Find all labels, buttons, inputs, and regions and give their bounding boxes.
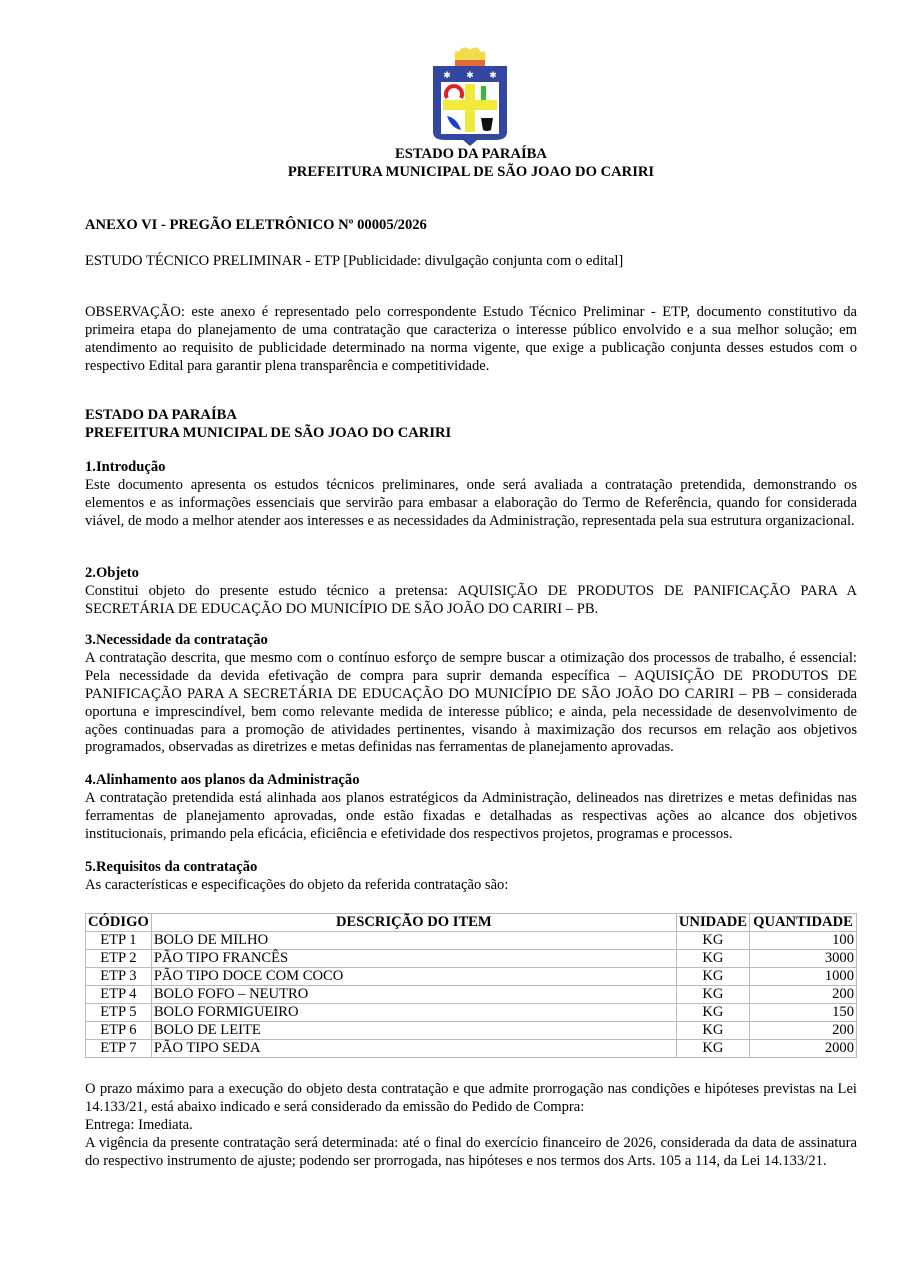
header2-municipality: PREFEITURA MUNICIPAL DE SÃO JOAO DO CARIRI [85, 424, 452, 441]
item-description: BOLO FORMIGUEIRO [151, 1004, 676, 1022]
item-unit: KG [676, 932, 749, 950]
item-description: BOLO FOFO – NEUTRO [151, 986, 676, 1004]
item-code: ETP 6 [86, 1022, 152, 1040]
item-quantity: 100 [750, 932, 857, 950]
closing-text [85, 1081, 857, 1171]
deadline-paragraph: O prazo máximo para a execução do objeto desta contratação e que admite prorrogação nas condições e hipóteses previstas na Lei 14.133/21, está abaixo indicado e será considerado da emissão do Pedido de Compra: [85, 1081, 857, 1115]
section-body: A contratação descrita, que mesmo com o contínuo esforço de sempre buscar a otimização dos processos de trabalho, é essencial: Pela necessidade da devida efetivação de compra para suprir demanda específica – AQUISIÇÃO DE PRODUTOS DE PANIFICAÇÃO PARA A SECRETÁRIA DE EDUCAÇÃO DO MUNICÍPIO DE SÃO JOÃO DO CARIRI – PB – considerada oportuna e imprescindível, bem como relevante medida de interesse público; e ainda, pela necessidade de desenvolvimento de ações continuadas para a promoção de atividades pertinentes, visando à maximização dos recursos em relação aos objetivos programados, observadas as diretrizes e metas definidas nas ferramentas de planejamento aprovadas. [85, 649, 857, 756]
item-unit: KG [676, 1004, 749, 1022]
svg-text:✱: ✱ [466, 70, 474, 80]
header-description: DESCRIÇÃO DO ITEM [151, 914, 676, 932]
item-quantity: 200 [750, 986, 857, 1004]
item-description: BOLO DE MILHO [151, 932, 676, 950]
item-code: ETP 2 [86, 950, 152, 968]
section-title: 1.Introdução [85, 459, 166, 475]
item-description: PÃO TIPO SEDA [151, 1040, 676, 1058]
item-code: ETP 7 [86, 1040, 152, 1058]
item-quantity: 150 [750, 1004, 857, 1022]
section-body: As características e especificações do objeto da referida contratação são: [85, 876, 509, 893]
section-title: 5.Requisitos da contratação [85, 859, 258, 875]
item-quantity: 1000 [750, 968, 857, 986]
header-code: CÓDIGO [86, 914, 152, 932]
table-row [86, 1004, 857, 1022]
item-quantity: 2000 [750, 1040, 857, 1058]
section-header [85, 407, 857, 443]
item-unit: KG [676, 1022, 749, 1040]
table-row [86, 1022, 857, 1040]
header-quantity: QUANTIDADE [750, 914, 857, 932]
item-description: PÃO TIPO DOCE COM COCO [151, 968, 676, 986]
item-description: PÃO TIPO FRANCÊS [151, 950, 676, 968]
header-unit: UNIDADE [676, 914, 749, 932]
table-header-row [86, 914, 857, 932]
section-body: Constitui objeto do presente estudo técnico a pretensa: AQUISIÇÃO DE PRODUTOS DE PANIFICAÇÃO PARA A SECRETÁRIA DE EDUCAÇÃO DO MUNICÍPIO DE SÃO JOÃO DO CARIRI – PB. [85, 582, 857, 617]
item-quantity: 3000 [750, 950, 857, 968]
items-table-container [85, 913, 857, 1058]
section-requirements [85, 859, 857, 895]
section-need [85, 632, 857, 757]
table-row [86, 932, 857, 950]
table-row [86, 986, 857, 1004]
section-title: 4.Alinhamento aos planos da Administração [85, 772, 360, 788]
section-body: Este documento apresenta os estudos técnicos preliminares, onde será avaliada a contratação pretendida, demonstrando os elementos e as informações essenciais que servirão para embasar a elaboração do Termo de Referência, quando for considerada viável, de modo a melhor atender aos interesses e as necessidades da Administração, representada pela sua estrutura organizacional. [85, 476, 857, 529]
item-unit: KG [676, 950, 749, 968]
annex-title [85, 217, 857, 235]
svg-text:✱: ✱ [489, 70, 497, 80]
observation-paragraph: OBSERVAÇÃO: este anexo é representado pelo correspondente Estudo Técnico Preliminar - ETP, documento constitutivo da primeira etapa do planejamento de uma contratação que caracteriza o interesse público envolvido e a sua melhor solução; em atendimento ao requisito de publicidade determinado na norma vigente, que exige a publicação conjunta desses estudos com o respectivo Edital para garantir plena transparência e competitividade. [85, 304, 857, 374]
item-description: BOLO DE LEITE [151, 1022, 676, 1040]
etp-subtitle: ESTUDO TÉCNICO PRELIMINAR - ETP [Publicidade: divulgação conjunta com o edital] [85, 253, 624, 269]
municipal-coat-of-arms-logo [425, 42, 515, 148]
table-row [86, 950, 857, 968]
item-code: ETP 5 [86, 1004, 152, 1022]
item-code: ETP 1 [86, 932, 152, 950]
svg-text:✱: ✱ [443, 70, 451, 80]
item-code: ETP 3 [86, 968, 152, 986]
section-introduction [85, 459, 857, 531]
validity-paragraph: A vigência da presente contratação será determinada: até o final do exercício financeiro de 2026, considerada da data de assinatura do respectivo instrumento de ajuste; podendo ser prorrogada, nas hipóteses e nos termos dos Arts. 105 a 114, da Lei 14.133/21. [85, 1134, 857, 1169]
header-municipality: PREFEITURA MUNICIPAL DE SÃO JOAO DO CARIRI [287, 163, 655, 180]
item-unit: KG [676, 1040, 749, 1058]
header2-state: ESTADO DA PARAÍBA [85, 407, 237, 423]
item-quantity: 200 [750, 1022, 857, 1040]
section-title: 3.Necessidade da contratação [85, 632, 268, 648]
header-state: ESTADO DA PARAÍBA [395, 146, 547, 162]
item-unit: KG [676, 968, 749, 986]
section-title: 2.Objeto [85, 565, 139, 581]
item-code: ETP 4 [86, 986, 152, 1004]
item-unit: KG [676, 986, 749, 1004]
annex-title-text: ANEXO VI - PREGÃO ELETRÔNICO Nº 00005/2026 [85, 217, 427, 233]
table-row [86, 968, 857, 986]
section-object [85, 565, 857, 619]
delivery-line: Entrega: Imediata. [85, 1116, 193, 1133]
table-row [86, 1040, 857, 1058]
document-header [85, 146, 857, 182]
section-body: A contratação pretendida está alinhada aos planos estratégicos da Administração, delineados nas diretrizes e metas definidas nas ferramentas de planejamento aprovadas, onde estão fixadas e detalhadas as respectivas ações ao alcance dos objetivos institucionais, primando pela eficácia, eficiência e efetividade dos respectivos projetos, programas e processos. [85, 789, 857, 842]
items-table [85, 913, 857, 1058]
section-alignment [85, 772, 857, 844]
